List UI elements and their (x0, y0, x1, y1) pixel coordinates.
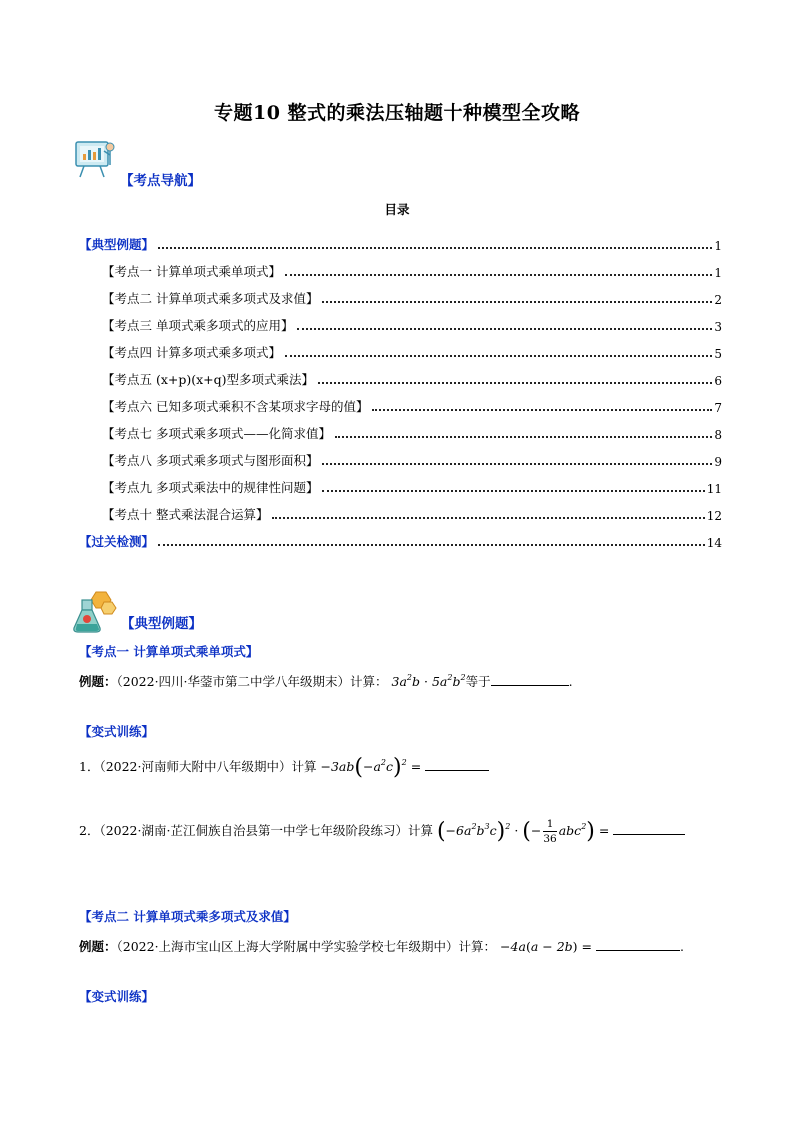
toc-label: 【考点八 多项式乘多项式与图形面积】 (102, 453, 319, 468)
toc-row[interactable] (79, 442, 722, 469)
toc-label: 【考点一 计算单项式乘单项式】 (102, 264, 281, 279)
toc-leader (322, 463, 712, 465)
variant-heading: 【变式训练】 (79, 989, 155, 1004)
toc-page: 11 (706, 482, 722, 496)
toc-leader (318, 382, 712, 384)
example-expression: −4a(a − 2b) = (500, 939, 596, 954)
toc-page: 3 (714, 320, 722, 334)
toc-leader (158, 247, 712, 249)
toc-label: 【考点十 整式乘法混合运算】 (102, 507, 269, 522)
toc-leader (372, 409, 712, 411)
toc-row[interactable] (79, 415, 722, 442)
example-expression: $3a^2b \cdot 5a^2b^2$ (391, 673, 466, 689)
toc-leader (285, 355, 712, 357)
toc-page: 14 (706, 536, 722, 550)
toc-row[interactable] (79, 226, 722, 253)
kaodian1-heading: 【考点一 计算单项式乘单项式】 (79, 644, 259, 659)
toc-page: 2 (714, 293, 722, 307)
example-text: （2022·四川·华蓥市第二中学八年级期末）计算： (116, 674, 388, 689)
toc-label: 【考点九 多项式乘法中的规律性问题】 (102, 480, 319, 495)
toc-page: 1 (714, 239, 722, 253)
toc-label: 【过关检测】 (79, 534, 155, 549)
toc-row[interactable] (79, 523, 722, 550)
toc-leader (322, 490, 704, 492)
example-text: （2022·上海市宝山区上海大学附属中学实验学校七年级期中）计算： (116, 939, 497, 954)
kaodian1-example (79, 671, 573, 690)
example-end: . (568, 674, 573, 689)
toc-page: 9 (714, 455, 722, 469)
question-expression: $(-6a^2b^3c)^2$ · (− $\frac{1}{36}$ abc$^2$) = (436, 818, 614, 845)
variant-heading: 【变式训练】 (79, 724, 155, 739)
question-expression: $-3ab(-a^2c)^2$ = (320, 755, 426, 780)
toc-row[interactable] (79, 496, 722, 523)
toc-leader (158, 544, 705, 546)
toc-label: 【考点三 单项式乘多项式的应用】 (102, 318, 294, 333)
toc-page: 5 (714, 347, 722, 361)
table-of-contents (79, 226, 722, 550)
kaodian2-heading: 【考点二 计算单项式乘多项式及求值】 (79, 909, 296, 924)
variant-question-2 (79, 817, 685, 846)
toc-leader (322, 301, 712, 303)
flask-icon (72, 588, 118, 634)
toc-label: 【典型例题】 (79, 237, 155, 252)
toc-row[interactable] (79, 307, 722, 334)
nav-heading-block (72, 137, 332, 187)
question-prefix: 2．（2022·湖南·芷江侗族自治县第一中学七年级阶段练习）计算 (79, 823, 433, 838)
toc-leader (335, 436, 712, 438)
toc-row[interactable] (79, 361, 722, 388)
presentation-board-icon (74, 137, 118, 181)
toc-page: 6 (714, 374, 722, 388)
toc-label: 【考点六 已知多项式乘积不含某项求字母的值】 (102, 399, 369, 414)
question-prefix: 1．（2022·河南师大附中八年级期中）计算 (79, 759, 317, 774)
toc-page: 12 (706, 509, 722, 523)
toc-leader (285, 274, 712, 276)
toc-row[interactable] (79, 334, 722, 361)
toc-title: 目录 (384, 202, 410, 217)
toc-row[interactable] (79, 388, 722, 415)
toc-row[interactable] (79, 469, 722, 496)
toc-label: 【考点五 (x+p)(x+q)型多项式乘法】 (102, 372, 315, 387)
toc-leader (297, 328, 712, 330)
toc-leader (272, 517, 704, 519)
toc-row[interactable] (79, 280, 722, 307)
variant-question-1 (79, 755, 489, 780)
toc-label: 【考点二 计算单项式乘多项式及求值】 (102, 291, 319, 306)
toc-page: 1 (714, 266, 722, 280)
example-tail: 等于 (465, 674, 491, 689)
document-title: 专题10 整式的乘法压轴题十种模型全攻略 (213, 102, 581, 124)
toc-page: 8 (714, 428, 722, 442)
toc-page: 7 (714, 401, 722, 415)
toc-label: 【考点七 多项式乘多项式——化简求值】 (102, 426, 331, 441)
nav-heading: 【考点导航】 (120, 173, 201, 189)
example-label: 例题： (79, 674, 117, 689)
example-end: . (679, 939, 684, 954)
kaodian2-example (79, 936, 684, 955)
toc-row[interactable] (79, 253, 722, 280)
answer-blank[interactable] (596, 936, 680, 951)
answer-blank[interactable] (425, 756, 489, 771)
toc-label: 【考点四 计算多项式乘多项式】 (102, 345, 281, 360)
example-label: 例题： (79, 939, 117, 954)
section-heading: 【典型例题】 (121, 616, 202, 632)
answer-blank[interactable] (491, 671, 569, 686)
answer-blank[interactable] (613, 820, 685, 835)
